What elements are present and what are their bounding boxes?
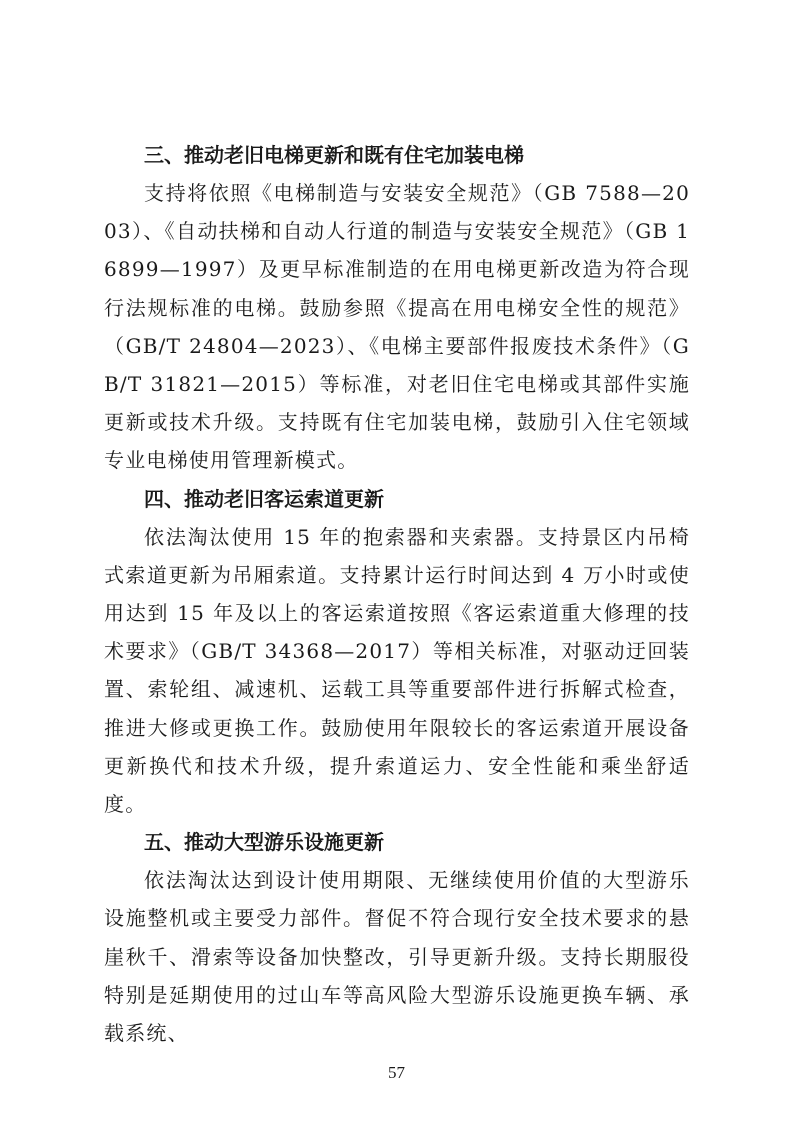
section-heading-5: 五、推动大型游乐设施更新 (144, 830, 384, 855)
section-paragraph-3: 支持将依照《电梯制造与安装安全规范》（GB 7588—2003）、《自动扶梯和自动人行道的制造与安装安全规范》（GB 16899—1997）及更早标准制造的在用电梯更新改造为符合现行法规标准的电梯。鼓励参照《提高在用电梯安全性的规范》（GB/T 24804—2023）、《电梯主要部件报废技术条件》（GB/T 31821—2015）等标准，对老旧住宅电梯或其部件实施更新或技术升级。支持既有住宅加装电梯，鼓励引入住宅领域专业电梯使用管理新模式。 (104, 181, 690, 473)
section-heading-3: 三、推动老旧电梯更新和既有住宅加装电梯 (144, 143, 524, 167)
page-number: 57 (388, 1063, 405, 1082)
section-paragraph-5: 依法淘汰达到设计使用期限、无继续使用价值的大型游乐设施整机或主要受力部件。督促不符合现行安全技术要求的悬崖秋千、滑索等设备加快整改，引导更新升级。支持长期服役特别是延期使用的过山车等高风险大型游乐设施更换车辆、承载系统、 (104, 868, 690, 1046)
section-paragraph-4: 依法淘汰使用 15 年的抱索器和夹索器。支持景区内吊椅式索道更新为吊厢索道。支持累计运行时间达到 4 万小时或使用达到 15 年及以上的客运索道按照《客运索道重大修理的技术要求》（GB/T 34368—2017）等相关标准，对驱动迂回装置、索轮组、减速机、运载工具等重要部件进行拆解式检查，推进大修或更换工作。鼓励使用年限较长的客运索道开展设备更新换代和技术升级，提升索道运力、安全性能和乘坐舒适度。 (104, 524, 690, 817)
document-body (104, 136, 690, 1052)
section-heading-4: 四、推动老旧客运索道更新 (144, 486, 384, 511)
